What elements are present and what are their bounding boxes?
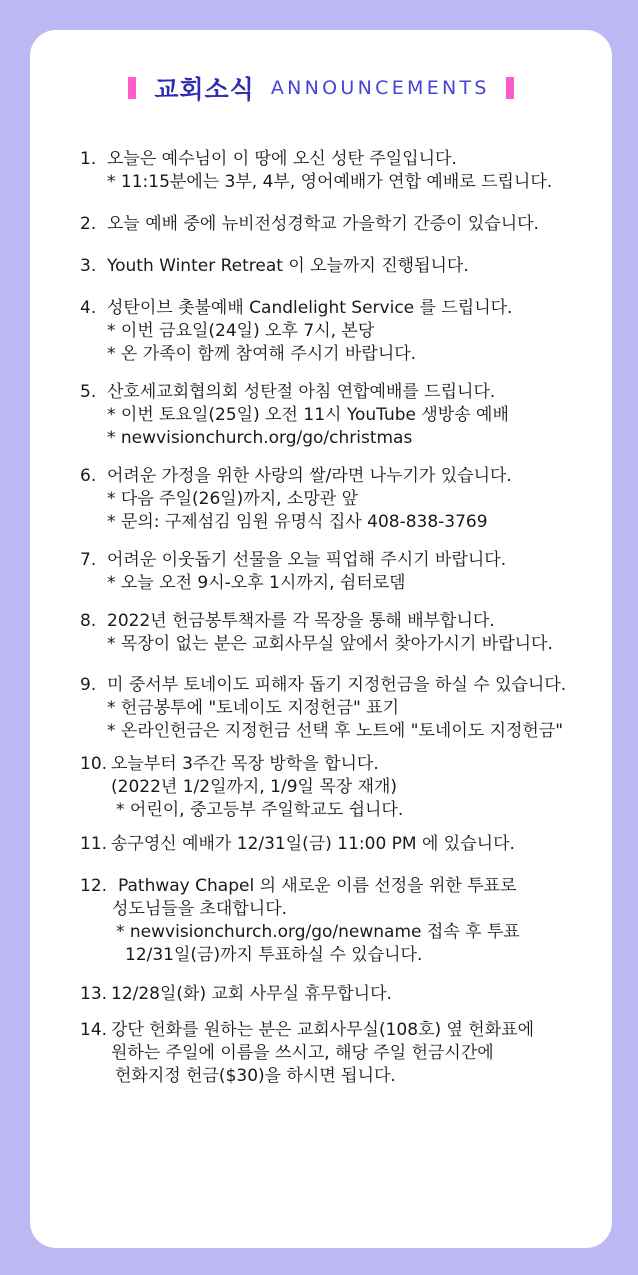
- item-text: 어려운 가정을 위한 사랑의 쌀/라면 나누기가 있습니다.: [107, 466, 512, 486]
- item-text: 산호세교회협의회 성탄절 아침 연합예배를 드립니다.: [107, 382, 496, 402]
- item-text: Youth Winter Retreat 이 오늘까지 진행됩니다.: [107, 256, 469, 276]
- item-number: 3.: [80, 256, 97, 276]
- item-number: 2.: [80, 214, 97, 234]
- announcement-card: [30, 30, 612, 1248]
- item-text: 2022년 헌금봉투책자를 각 목장을 통해 배부합니다.: [107, 611, 495, 631]
- announcement-list: [80, 148, 592, 1088]
- announcement-item: [80, 213, 592, 236]
- announcement-item: [80, 297, 592, 366]
- item-text: 오늘은 예수님이 이 땅에 오신 성탄 주일입니다.: [107, 149, 457, 169]
- announcement-item: [80, 381, 592, 450]
- announcement-item: [80, 610, 592, 656]
- item-text: 강단 헌화를 원하는 분은 교회사무실(108호) 옆 헌화표에: [111, 1020, 534, 1040]
- announcement-item: [80, 753, 592, 822]
- title-korean: 교회소식: [154, 75, 255, 104]
- item-detail: (2022년 1/2일까지, 1/9일 목장 재개): [111, 777, 398, 797]
- header: [30, 70, 612, 106]
- item-number: 6.: [80, 466, 97, 486]
- item-text: 성탄이브 촛불예배 Candlelight Service 를 드립니다.: [107, 298, 513, 318]
- item-detail: * 어린이, 중고등부 주일학교도 쉽니다.: [116, 800, 404, 820]
- announcement-item: [80, 255, 592, 278]
- title-english: ANNOUNCEMENTS: [270, 77, 490, 99]
- item-detail: 성도님들을 초대합니다.: [112, 899, 288, 919]
- item-number: 7.: [80, 550, 97, 570]
- announcement-item: [80, 833, 592, 856]
- item-detail: * 헌금봉투에 "토네이도 지정헌금" 표기: [107, 698, 400, 718]
- announcement-item: [80, 674, 592, 743]
- item-text: 어려운 이웃돕기 선물을 오늘 픽업해 주시기 바랍니다.: [107, 550, 507, 570]
- accent-bar-right: [506, 77, 514, 99]
- item-number: 14.: [80, 1020, 108, 1040]
- item-number: 11.: [80, 834, 108, 854]
- announcement-item: [80, 148, 592, 194]
- item-detail: * newvisionchurch.org/go/christmas: [107, 428, 413, 448]
- announcement-item: [80, 465, 592, 534]
- item-text: 12/28일(화) 교회 사무실 휴무합니다.: [111, 984, 392, 1004]
- item-detail: * 이번 금요일(24일) 오후 7시, 본당: [107, 321, 375, 341]
- item-number: 5.: [80, 382, 97, 402]
- item-detail: * 문의: 구제섬김 임원 유명식 집사 408-838-3769: [107, 512, 488, 532]
- item-detail: * 온 가족이 함께 참여해 주시기 바랍니다.: [107, 344, 417, 364]
- item-number: 1.: [80, 149, 97, 169]
- item-detail: * 이번 토요일(25일) 오전 11시 YouTube 생방송 예배: [107, 405, 509, 425]
- item-detail: 12/31일(금)까지 투표하실 수 있습니다.: [125, 945, 423, 965]
- item-detail: * newvisionchurch.org/go/newname 접속 후 투표: [116, 922, 520, 942]
- item-number: 10.: [80, 754, 108, 774]
- item-detail: * 다음 주일(26일)까지, 소망관 앞: [107, 489, 359, 509]
- announcement-item: [80, 549, 592, 595]
- accent-bar-left: [128, 77, 136, 99]
- item-text: 송구영신 예배가 12/31일(금) 11:00 PM 에 있습니다.: [111, 834, 515, 854]
- item-detail: * 11:15분에는 3부, 4부, 영어예배가 연합 예배로 드립니다.: [107, 172, 553, 192]
- item-text: 오늘 예배 중에 뉴비전성경학교 가을학기 간증이 있습니다.: [107, 214, 539, 234]
- item-detail: 헌화지정 헌금($30)을 하시면 됩니다.: [115, 1066, 396, 1086]
- item-text: Pathway Chapel 의 새로운 이름 선정을 위한 투표로: [118, 876, 517, 896]
- announcement-item: [80, 1019, 592, 1088]
- item-detail: 원하는 주일에 이름을 쓰시고, 해당 주일 헌금시간에: [111, 1043, 494, 1063]
- item-text: 오늘부터 3주간 목장 방학을 합니다.: [111, 754, 379, 774]
- announcement-item: [80, 875, 592, 967]
- item-number: 12.: [80, 876, 108, 896]
- announcement-item: [80, 983, 592, 1006]
- item-number: 13.: [80, 984, 108, 1004]
- item-detail: * 목장이 없는 분은 교회사무실 앞에서 찾아가시기 바랍니다.: [107, 634, 553, 654]
- item-number: 8.: [80, 611, 97, 631]
- item-detail: * 온라인헌금은 지정헌금 선택 후 노트에 "토네이도 지정헌금": [107, 721, 564, 741]
- item-text: 미 중서부 토네이도 피해자 돕기 지정헌금을 하실 수 있습니다.: [107, 675, 567, 695]
- item-detail: * 오늘 오전 9시-오후 1시까지, 쉼터로뎀: [107, 573, 406, 593]
- item-number: 9.: [80, 675, 97, 695]
- item-number: 4.: [80, 298, 97, 318]
